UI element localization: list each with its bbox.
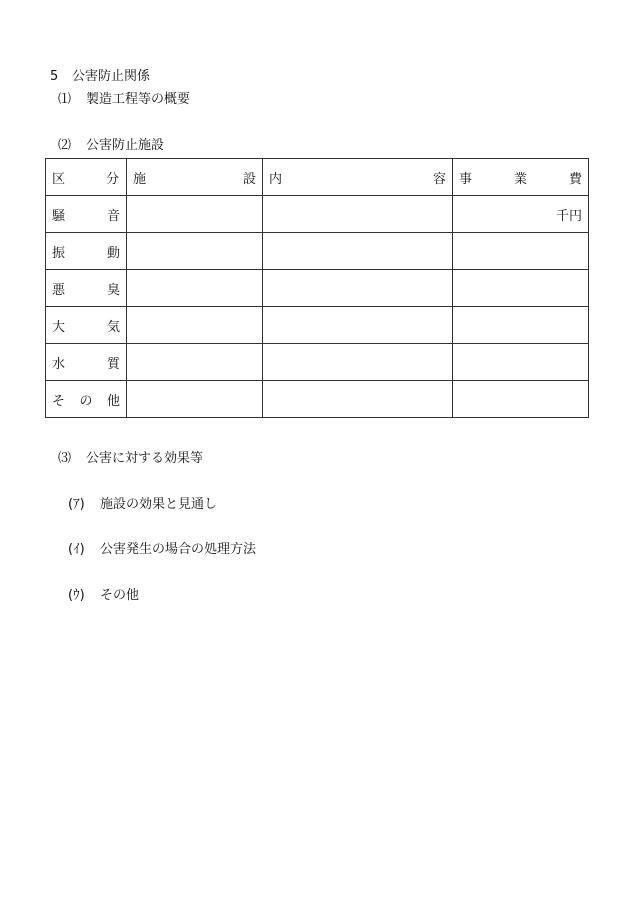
row-label-water: 水 質 bbox=[46, 344, 127, 381]
content-cell[interactable] bbox=[263, 196, 453, 233]
pollution-facilities-table bbox=[45, 158, 589, 418]
subitem-number: (ｱ) bbox=[68, 497, 85, 512]
subitem-treatment-method bbox=[68, 542, 256, 558]
content-cell[interactable] bbox=[263, 307, 453, 344]
cost-cell[interactable] bbox=[453, 196, 589, 233]
item-pollution-effects bbox=[58, 451, 203, 467]
section-title: 公害防止関係 bbox=[72, 69, 151, 84]
section-heading bbox=[50, 69, 150, 85]
cost-cell[interactable] bbox=[453, 307, 589, 344]
table-row bbox=[46, 307, 589, 344]
subitem-number: (ｳ) bbox=[68, 588, 85, 603]
facility-cell[interactable] bbox=[127, 307, 263, 344]
row-label-other: そ の 他 bbox=[46, 381, 127, 418]
header-project-cost: 事 業 費 bbox=[453, 159, 589, 196]
header-facility: 施 設 bbox=[127, 159, 263, 196]
cost-cell[interactable] bbox=[453, 344, 589, 381]
section-number: 5 bbox=[50, 69, 59, 84]
table-row bbox=[46, 196, 589, 233]
content-cell[interactable] bbox=[263, 233, 453, 270]
subitem-title: 施設の効果と見通し bbox=[100, 497, 218, 512]
table-row bbox=[46, 344, 589, 381]
row-label-air: 大 気 bbox=[46, 307, 127, 344]
item-title: 公害防止施設 bbox=[86, 138, 165, 153]
cost-cell[interactable] bbox=[453, 381, 589, 418]
item-title: 製造工程等の概要 bbox=[86, 92, 191, 107]
subitem-other bbox=[68, 588, 139, 604]
cost-cell[interactable] bbox=[453, 270, 589, 307]
unit-label: 千円 bbox=[555, 208, 582, 224]
row-label-vibration: 振 動 bbox=[46, 233, 127, 270]
facility-cell[interactable] bbox=[127, 344, 263, 381]
subitem-facility-effects bbox=[68, 497, 217, 513]
subitem-title: 公害発生の場合の処理方法 bbox=[100, 542, 257, 557]
item-pollution-facilities bbox=[58, 138, 164, 154]
facility-cell[interactable] bbox=[127, 196, 263, 233]
table-row bbox=[46, 270, 589, 307]
subitem-title: その他 bbox=[100, 588, 140, 603]
table-header-row bbox=[46, 159, 589, 196]
header-content: 内 容 bbox=[263, 159, 453, 196]
content-cell[interactable] bbox=[263, 381, 453, 418]
header-category: 区 分 bbox=[46, 159, 127, 196]
item-number: ⑴ bbox=[58, 92, 72, 107]
facility-cell[interactable] bbox=[127, 381, 263, 418]
item-number: ⑶ bbox=[58, 451, 72, 466]
content-cell[interactable] bbox=[263, 270, 453, 307]
content-cell[interactable] bbox=[263, 344, 453, 381]
table-row bbox=[46, 381, 589, 418]
cost-cell[interactable] bbox=[453, 233, 589, 270]
table-row bbox=[46, 233, 589, 270]
facility-cell[interactable] bbox=[127, 270, 263, 307]
item-title: 公害に対する効果等 bbox=[86, 451, 204, 466]
subitem-number: (ｲ) bbox=[68, 542, 85, 557]
item-manufacturing-process bbox=[58, 92, 190, 108]
facility-cell[interactable] bbox=[127, 233, 263, 270]
row-label-noise: 騒 音 bbox=[46, 196, 127, 233]
item-number: ⑵ bbox=[58, 138, 72, 153]
row-label-odor: 悪 臭 bbox=[46, 270, 127, 307]
